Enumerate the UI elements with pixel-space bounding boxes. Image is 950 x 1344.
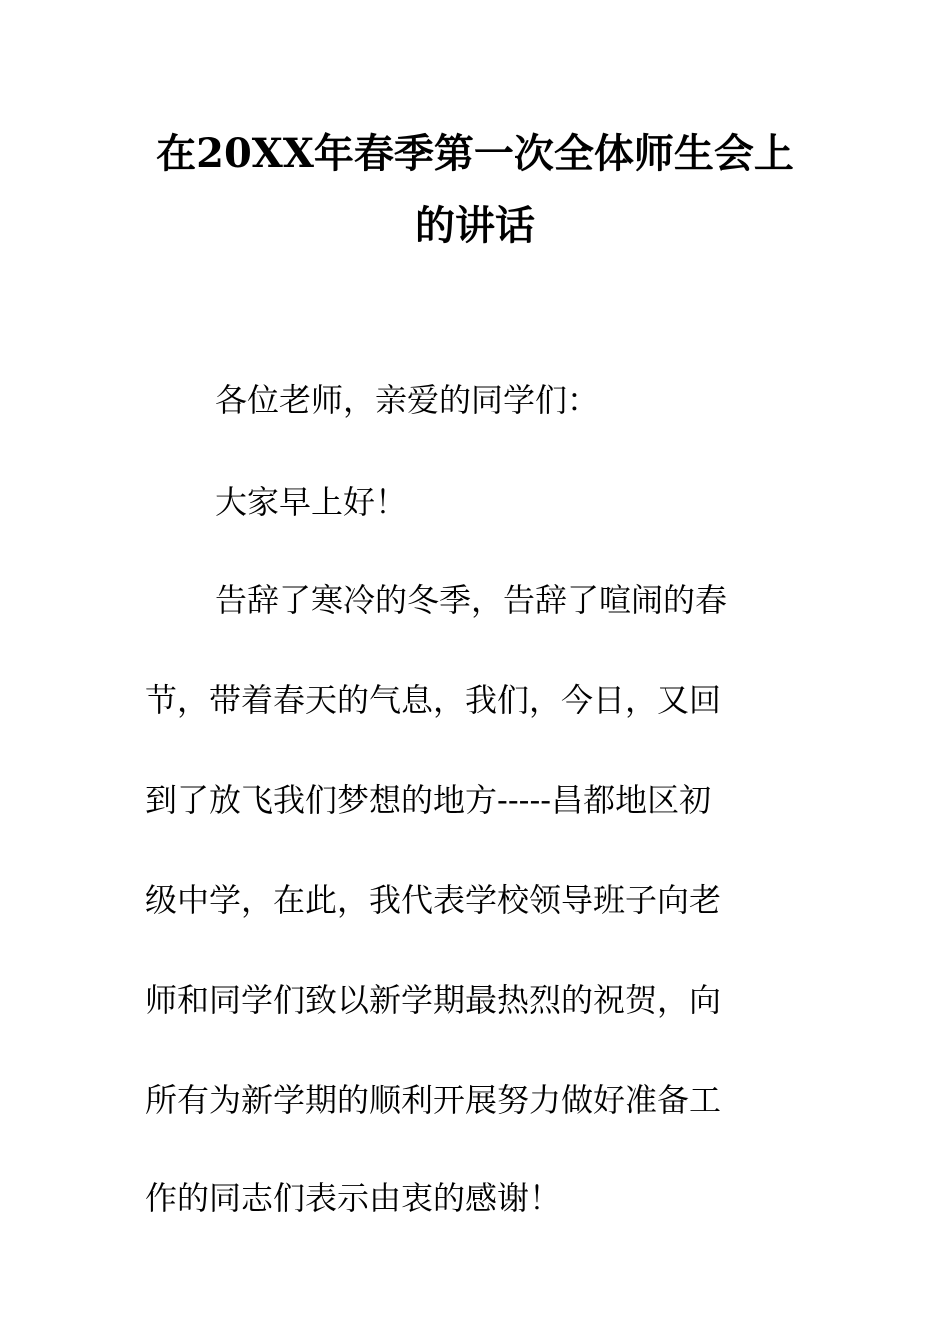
paragraph-line: 到了放飞我们梦想的地方-----昌都地区初 — [145, 781, 712, 819]
document-title-line-1: 在20XX年春季第一次全体师生会上 — [156, 130, 794, 177]
paragraph-line: 级中学，在此，我代表学校领导班子向老 — [145, 881, 722, 919]
paragraph-line: 节，带着春天的气息，我们，今日，又回 — [145, 681, 722, 719]
greeting-line: 大家早上好！ — [215, 483, 408, 521]
paragraph-line: 师和同学们致以新学期最热烈的祝贺，向 — [145, 981, 722, 1019]
paragraph-line: 告辞了寒冷的冬季，告辞了喧闹的春 — [215, 581, 728, 619]
paragraph-line: 所有为新学期的顺利开展努力做好准备工 — [145, 1081, 722, 1119]
paragraph-line: 作的同志们表示由衷的感谢！ — [145, 1179, 562, 1217]
document-title-line-2: 的讲话 — [415, 202, 535, 249]
salutation-line: 各位老师，亲爱的同学们： — [215, 381, 600, 419]
